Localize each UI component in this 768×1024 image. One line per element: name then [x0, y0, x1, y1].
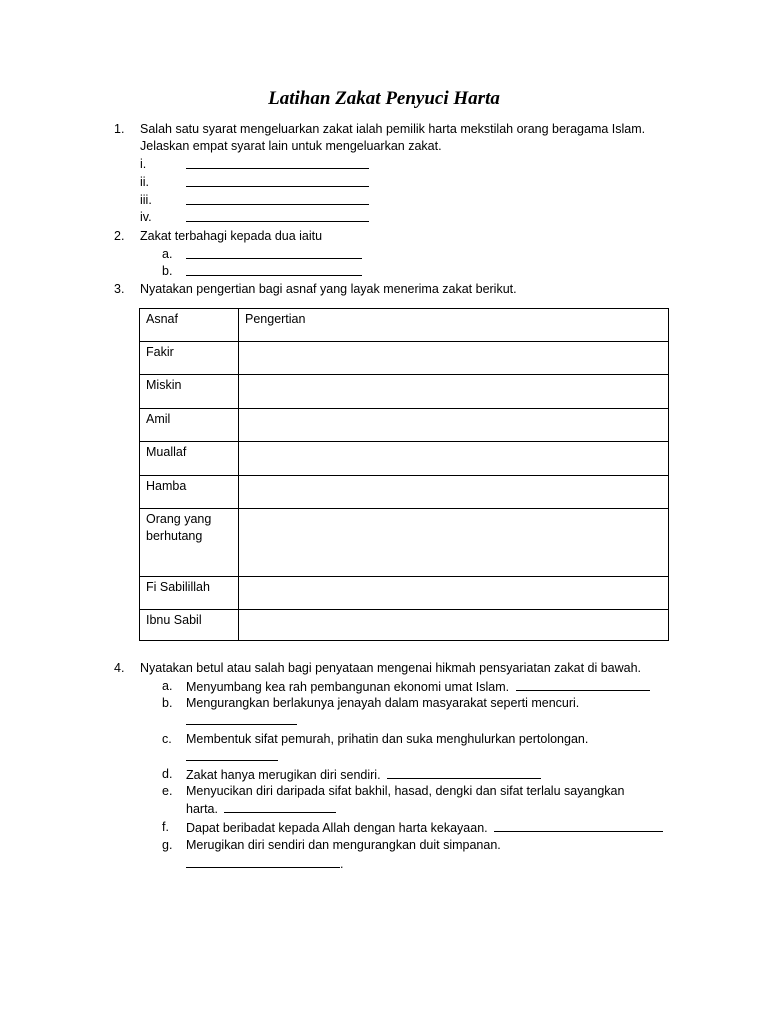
table-row	[140, 610, 669, 641]
statement-label: e.	[162, 784, 173, 798]
asnaf-name: Fi Sabilillah	[140, 577, 239, 610]
statement-line: Membentuk sifat pemurah, prihatin dan suka menghulurkan pertolongan.	[186, 732, 589, 746]
question-text: Nyatakan betul atau salah bagi penyataan mengenai hikmah pensyariatan zakat di bawah.	[140, 661, 642, 675]
answer-blank[interactable]	[494, 819, 663, 832]
answer-label: i.	[140, 157, 147, 171]
statement-text	[186, 800, 336, 818]
statement-label: d.	[162, 767, 173, 781]
answer-blank[interactable]	[387, 766, 541, 779]
pengertian-answer-cell[interactable]	[239, 476, 669, 509]
statement-label: g.	[162, 838, 173, 852]
answer-blank[interactable]	[186, 263, 362, 281]
answer-blank[interactable]	[186, 712, 297, 730]
question-text: Nyatakan pengertian bagi asnaf yang layak menerima zakat berikut.	[140, 282, 517, 296]
question-text: Salah satu syarat mengeluarkan zakat ialah pemilik harta mekstilah orang beragama Islam.	[140, 122, 646, 136]
asnaf-name: Ibnu Sabil	[140, 610, 239, 641]
answer-blank[interactable]	[186, 855, 340, 868]
asnaf-name: Muallaf	[140, 442, 239, 476]
answer-blank[interactable]	[516, 678, 650, 691]
statement-line: Dapat beribadat kepada Allah dengan harta kekayaan.	[186, 821, 488, 835]
asnaf-table	[139, 308, 669, 641]
table-header-pengertian: Pengertian	[239, 309, 669, 342]
statement-line: Menyucikan diri daripada sifat bakhil, hasad, dengki dan sifat terlalu sayangkan	[186, 784, 625, 798]
statement-label: b.	[162, 696, 173, 710]
answer-blank[interactable]	[186, 246, 362, 264]
table-row	[140, 409, 669, 442]
pengertian-answer-cell[interactable]	[239, 610, 669, 641]
statement-text	[186, 766, 541, 784]
asnaf-name: Orang yang berhutang	[140, 509, 239, 577]
answer-label: b.	[162, 264, 173, 278]
answer-label: a.	[162, 247, 173, 261]
statement-line: .	[340, 857, 344, 871]
answer-blank[interactable]	[186, 209, 369, 227]
pengertian-answer-cell[interactable]	[239, 409, 669, 442]
statement-text	[186, 855, 343, 873]
pengertian-answer-cell[interactable]	[239, 375, 669, 409]
answer-blank[interactable]	[186, 174, 369, 192]
question-number: 2.	[114, 229, 125, 243]
question-number: 3.	[114, 282, 125, 296]
asnaf-name: Amil	[140, 409, 239, 442]
table-row	[140, 442, 669, 476]
statement-text	[186, 678, 650, 696]
question-text: Jelaskan empat syarat lain untuk mengeluarkan zakat.	[140, 139, 442, 153]
table-row	[140, 375, 669, 409]
statement-label: f.	[162, 820, 169, 834]
asnaf-name: Miskin	[140, 375, 239, 409]
answer-blank[interactable]	[186, 192, 369, 210]
table-header-row	[140, 309, 669, 342]
statement-line: Mengurangkan berlakunya jenayah dalam masyarakat seperti mencuri.	[186, 696, 580, 710]
pengertian-answer-cell[interactable]	[239, 509, 669, 577]
table-row	[140, 509, 669, 577]
answer-label: iii.	[140, 193, 152, 207]
answer-blank[interactable]	[186, 748, 278, 766]
asnaf-name: Hamba	[140, 476, 239, 509]
pengertian-answer-cell[interactable]	[239, 342, 669, 375]
pengertian-answer-cell[interactable]	[239, 577, 669, 610]
table-row	[140, 342, 669, 375]
statement-label: a.	[162, 679, 173, 693]
table-row	[140, 476, 669, 509]
answer-label: iv.	[140, 210, 152, 224]
pengertian-answer-cell[interactable]	[239, 442, 669, 476]
statement-line: Menyumbang kea rah pembangunan ekonomi umat Islam.	[186, 680, 510, 694]
question-text: Zakat terbahagi kepada dua iaitu	[140, 229, 323, 243]
statement-line: Merugikan diri sendiri dan mengurangkan duit simpanan.	[186, 838, 501, 852]
statement-text	[186, 819, 663, 837]
table-header-asnaf: Asnaf	[140, 309, 239, 342]
question-number: 4.	[114, 661, 125, 675]
answer-blank[interactable]	[224, 800, 336, 813]
page-title: Latihan Zakat Penyuci Harta	[268, 88, 500, 109]
asnaf-name: Fakir	[140, 342, 239, 375]
question-number: 1.	[114, 122, 125, 136]
table-row	[140, 577, 669, 610]
answer-blank[interactable]	[186, 156, 369, 174]
statement-label: c.	[162, 732, 172, 746]
statement-line: Zakat hanya merugikan diri sendiri.	[186, 768, 381, 782]
statement-line: harta.	[186, 802, 218, 816]
answer-label: ii.	[140, 175, 150, 189]
